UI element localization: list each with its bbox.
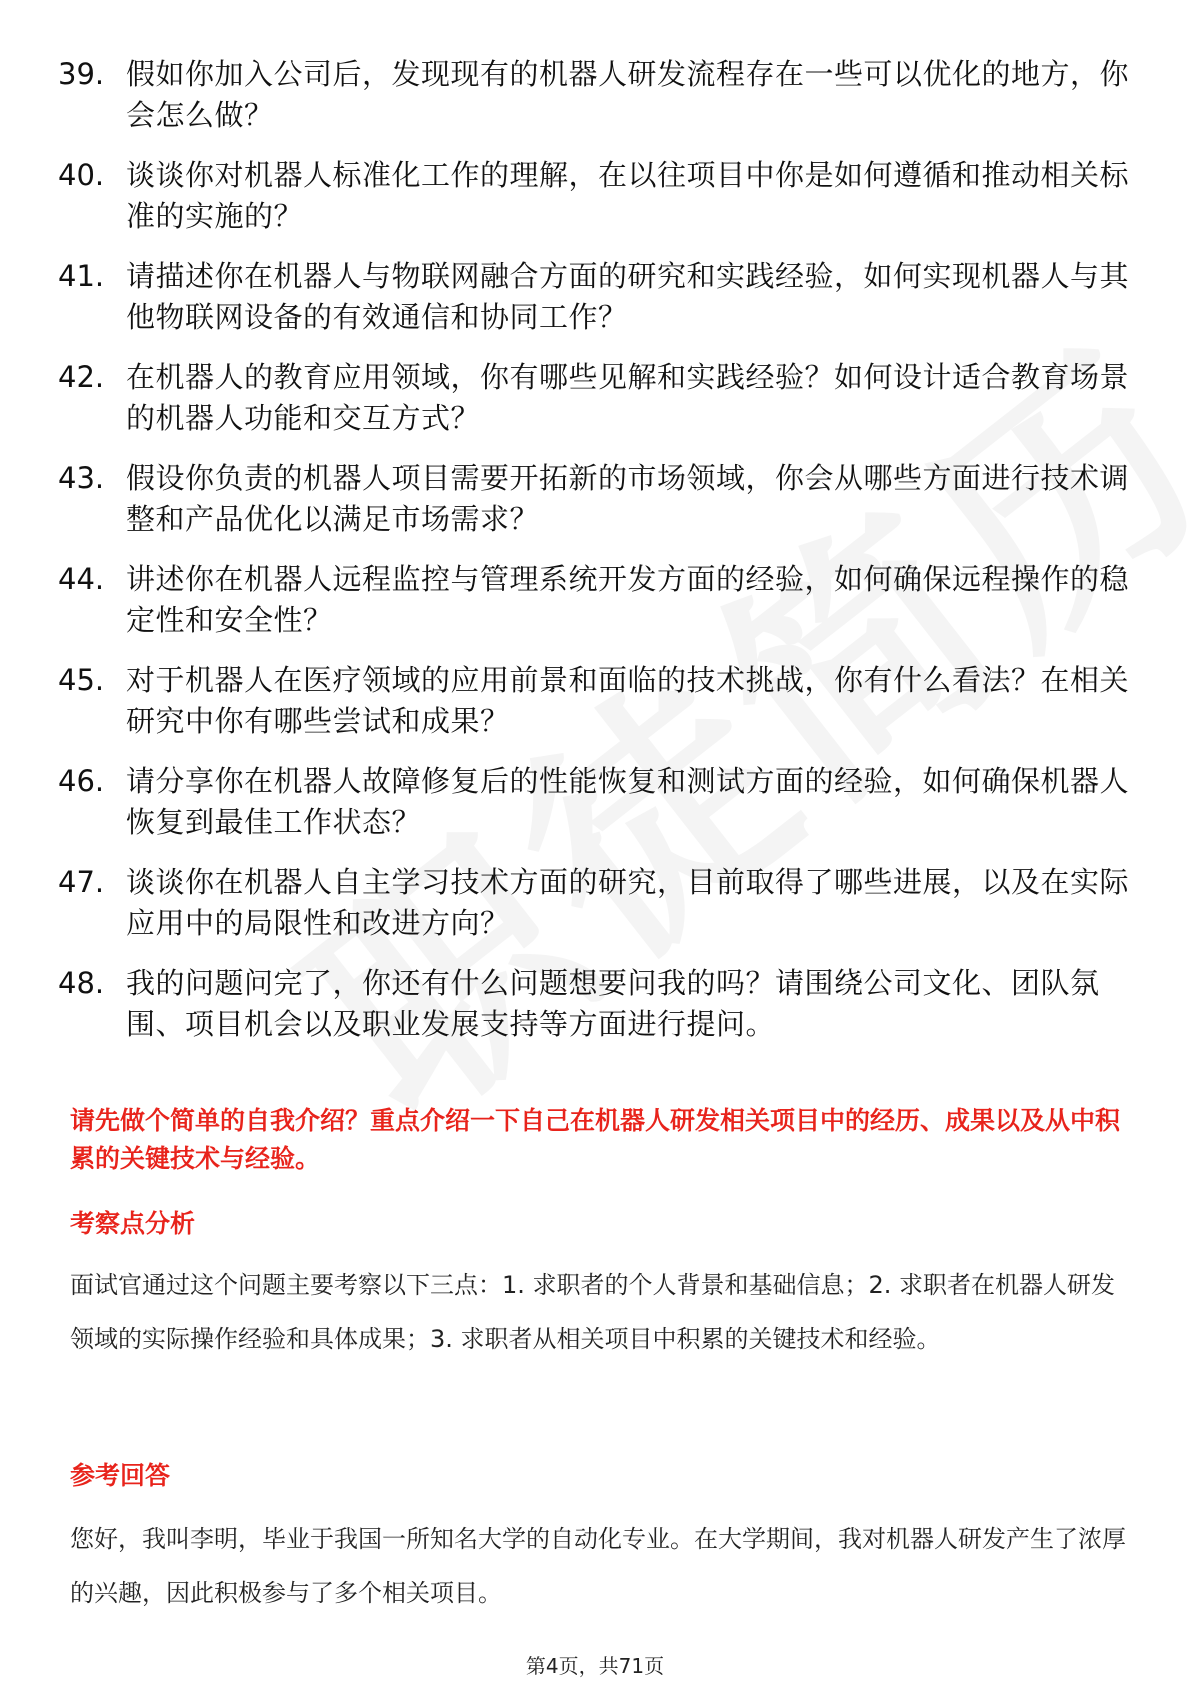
question-list: [58, 54, 1138, 1064]
question-item: [58, 559, 1138, 641]
analysis-title: 考察点分析: [70, 1209, 196, 1238]
question-text: 谈谈你对机器人标准化工作的理解，在以往项目中你是如何遵循和推动相关标准的实施的？: [126, 158, 1130, 233]
question-text: 在机器人的教育应用领域，你有哪些见解和实践经验？如何设计适合教育场景的机器人功能和交互方式？: [126, 360, 1130, 435]
question-number: 42.: [58, 360, 105, 394]
question-item: [58, 256, 1138, 338]
question-text: 我的问题问完了，你还有什么问题想要问我的吗？请围绕公司文化、团队氛围、项目机会以及职业发展支持等方面进行提问。: [126, 966, 1100, 1041]
question-number: 40.: [58, 158, 105, 192]
question-item: [58, 963, 1138, 1045]
answer-body: 您好，我叫李明，毕业于我国一所知名大学的自动化专业。在大学期间，我对机器人研发产生了浓厚的兴趣，因此积极参与了多个相关项目。: [70, 1525, 1126, 1607]
question-number: 47.: [58, 865, 105, 899]
question-text: 假如你加入公司后，发现现有的机器人研发流程存在一些可以优化的地方，你会怎么做？: [126, 57, 1130, 132]
question-item: [58, 458, 1138, 540]
analysis-body: 面试官通过这个问题主要考察以下三点：1. 求职者的个人背景和基础信息；2. 求职者在机器人研发领域的实际操作经验和具体成果；3. 求职者从相关项目中积累的关键技术和经验。: [70, 1271, 1116, 1353]
question-item: [58, 862, 1138, 944]
question-number: 48.: [58, 966, 105, 1000]
question-item: [58, 660, 1138, 742]
question-item: [58, 54, 1138, 136]
question-number: 45.: [58, 663, 105, 697]
question-text: 对于机器人在医疗领域的应用前景和面临的技术挑战，你有什么看法？在相关研究中你有哪些尝试和成果？: [126, 663, 1130, 738]
question-item: [58, 357, 1138, 439]
question-number: 43.: [58, 461, 105, 495]
highlight-question: 请先做个简单的自我介绍？重点介绍一下自己在机器人研发相关项目中的经历、成果以及从中积累的关键技术与经验。: [70, 1106, 1121, 1173]
question-text: 假设你负责的机器人项目需要开拓新的市场领域，你会从哪些方面进行技术调整和产品优化以满足市场需求？: [126, 461, 1130, 536]
question-number: 41.: [58, 259, 105, 293]
answer-title: 参考回答: [70, 1461, 171, 1490]
question-item: [58, 761, 1138, 843]
question-item: [58, 155, 1138, 237]
question-text: 讲述你在机器人远程监控与管理系统开发方面的经验，如何确保远程操作的稳定性和安全性？: [126, 562, 1130, 637]
question-text: 请描述你在机器人与物联网融合方面的研究和实践经验，如何实现机器人与其他物联网设备的有效通信和协同工作？: [126, 259, 1130, 334]
question-text: 请分享你在机器人故障修复后的性能恢复和测试方面的经验，如何确保机器人恢复到最佳工作状态？: [126, 764, 1130, 839]
question-text: 谈谈你在机器人自主学习技术方面的研究，目前取得了哪些进展，以及在实际应用中的局限性和改进方向？: [126, 865, 1130, 940]
question-number: 44.: [58, 562, 105, 596]
question-number: 46.: [58, 764, 105, 798]
question-number: 39.: [58, 57, 105, 91]
page-footer: 第4页，共71页: [525, 1654, 665, 1678]
